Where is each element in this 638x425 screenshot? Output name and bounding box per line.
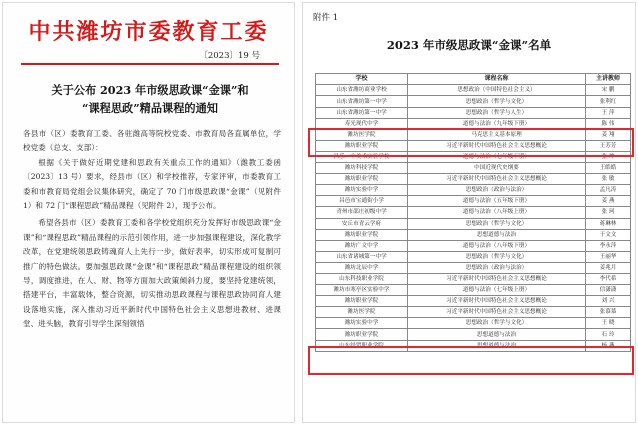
table-row [316,296,631,307]
cell-teacher: 杨 燕 [586,340,631,351]
cell-school: 山东省潍坊商业学校 [316,85,408,96]
cell-school: 青州市邵庄初级中学 [316,207,408,218]
cell-course: 思想政治（哲学与文化） [408,318,586,329]
cell-school: 潍坊职业学院 [316,329,408,340]
table-row [316,185,631,196]
cell-school: 山东省潍坊第一中学 [316,107,408,118]
cell-teacher: 孟凡涛 [586,185,631,196]
cell-course: 马克思主义基本原理 [408,129,586,140]
cell-school: 潍坊医学院 [316,129,408,140]
table-row [316,262,631,273]
cell-course: 思想政治（政治与法治） [408,185,586,196]
cell-school: 山东科技职业学院 [316,273,408,284]
notice-title-line-1: 关于公布 2023 年市级思政课“金课”和 [51,83,249,97]
cell-school: 山东省潍坊第一中学 [316,96,408,107]
table-row [316,318,631,329]
cell-teacher: 石 玲 [586,329,631,340]
document-number: 〔2023〕19 号 [199,51,260,61]
table-row [316,285,631,296]
cell-course: 习近平新时代中国特色社会主义思想概论 [408,140,586,151]
cell-school: 昌邑市宝通街小学 [316,196,408,207]
attachment-page [302,2,636,423]
table-row [316,207,631,218]
table-header-row [316,74,631,85]
cell-course: 道德与法治（五年级下册） [408,196,586,207]
attachment-label: 附件 1 [313,13,339,23]
cell-school: 潍坊市寒亭区实验中学 [316,285,408,296]
cell-school: 山东经贸职业学院 [316,340,408,351]
cell-school: 潍坊职业学院 [316,140,408,151]
notice-paragraph: 希望各县市（区）委教育工委和各学校党组织充分发挥好市级思政课“金课”和“课程思政”精品课程的示范引领作用，进一步加强课程建设，深化教学改革，在党建统领思政铸魂育人上先行一步，做好表率，切实形成可复制可推广的特色做法。要加强思政课“金课”和“课程思政”精品课程建设的组织领导，调度推进，在人、财、物等方面加大政策倾斜力度，要坚持党建统领，搭建平台，丰富载体，整合资源，切实推动思政课程与课程思政协同育人建设落地实施，深入推动习近平新时代中国特色社会主义思想进教材、进课堂、进头脑，教育引导学生深刻领悟 [23,218,281,329]
cell-course: 道德与法治（九年级下册） [408,118,586,129]
cell-course: 习近平新时代中国特色社会主义思想概论 [408,296,586,307]
cell-teacher: 王 晓 [586,318,631,329]
notice-body [23,127,281,332]
table-row [316,340,631,351]
table-row [316,229,631,240]
cell-course: 道德与法治（八年级上册） [408,207,586,218]
table-row [316,151,631,162]
cell-school: 潍坊职业学院 [316,229,408,240]
header-teacher: 主讲教师 [586,74,631,85]
table-row [316,196,631,207]
cell-teacher: 陈 伟 [586,118,631,129]
cell-course: 思想政治（哲学与文化） [408,251,586,262]
table-row [316,96,631,107]
cell-teacher: 李永萍 [586,240,631,251]
cell-school: 安丘市青云学府 [316,218,408,229]
cell-teacher: 王皓皓 [586,163,631,174]
cell-course: 思想政治（哲学与文化） [408,218,586,229]
red-divider [21,63,279,65]
cell-school: 潍坊科技学院 [316,163,408,174]
header-course: 课程名称 [408,74,586,85]
cell-school: 潍坊职业学院 [316,174,408,185]
notice-paragraph: 根据《关于做好近期党建和思政有关重点工作的通知》（潍教工委函〔2023〕13 号）要求，经县市（区）和学校推荐，专家评审，市委教育工委和市教育局党组会议集体研究，确定了 70 门市级思政课“金课”（见附件 1）和 72 门“课程思政”精品课程（见附件 2），现予公布。 [23,157,281,211]
cell-school: 山东省诸城第一中学 [316,251,408,262]
cell-teacher: 姜兆月 [586,262,631,273]
cell-school: 寿光现代中学 [316,118,408,129]
cell-school: 潍坊实验中学 [316,318,408,329]
course-list-table [315,73,631,352]
table-row [316,174,631,185]
cell-school: 昌乐一中美术实验学校 [316,151,408,162]
header-school: 学校 [316,74,408,85]
cell-teacher: 王 萍 [586,107,631,118]
cell-teacher: 宋 鹏 [586,85,631,96]
cell-school: 潍坊职业学院 [316,296,408,307]
table-row [316,163,631,174]
cell-course: 习近平新时代中国特色社会主义思想概论 [408,307,586,318]
cell-teacher: 于文文 [586,229,631,240]
cell-teacher: 姜 燕 [586,196,631,207]
cell-course: 道德与法治（七年级下册） [408,151,586,162]
table-row [316,307,631,318]
cell-course: 思想道德与法治 [408,329,586,340]
cell-school: 潍坊医学院 [316,307,408,318]
cell-teacher: 张 珂 [586,207,631,218]
table-row [316,240,631,251]
cell-school: 潍坊广文中学 [316,240,408,251]
cell-course: 道德与法治（八年级下册） [408,240,586,251]
cell-school: 潍坊北辰中学 [316,262,408,273]
cell-teacher: 张 敏 [586,174,631,185]
table-row [316,251,631,262]
table-row [316,273,631,284]
cell-teacher: 张利红 [586,96,631,107]
table-row [316,107,631,118]
cell-teacher: 信潇潇 [586,285,631,296]
notice-title [17,81,283,117]
table-row [316,218,631,229]
masthead: 中共潍坊市委教育工委 [28,19,269,45]
cell-course: 思想政治（哲学与人生） [408,107,586,118]
cell-teacher: 王丽华 [586,251,631,262]
cell-course: 思想政治（哲学与文化） [408,96,586,107]
cell-teacher: 刘 兴 [586,296,631,307]
cell-teacher: 王芳芳 [586,140,631,151]
list-title: 2023 年市级思政课“金课”名单 [386,38,552,52]
cell-course: 思想道德与法治 [408,340,586,351]
notice-page [2,2,295,423]
cell-course: 思想政治（政治与法治） [408,262,586,273]
cell-course: 思想政治（中国特色社会主义） [408,85,586,96]
table-row [316,329,631,340]
cell-teacher: 蒋琳林 [586,218,631,229]
table-body [316,85,631,351]
table-row [316,140,631,151]
cell-course: 中国近现代史纲要 [408,163,586,174]
table-row [316,129,631,140]
cell-course: 思想道德与法治 [408,229,586,240]
notice-title-line-2: “课程思政”精品课程的通知 [82,101,218,115]
cell-school: 潍坊实验中学 [316,185,408,196]
cell-teacher: 姜 翔 [586,129,631,140]
table-row [316,85,631,96]
cell-teacher: 张 坤 [586,151,631,162]
cell-course: 习近平新时代中国特色社会主义思想概论 [408,174,586,185]
table-row [316,118,631,129]
notice-paragraph: 各县市（区）委教育工委、各驻潍高等院校党委、市教育局各直属单位，学校党委（总支、支部）： [23,129,281,153]
cell-course: 道德与法治（七年级上册） [408,285,586,296]
cell-teacher: 张慕慕 [586,307,631,318]
cell-course: 习近平新时代中国特色社会主义思想概论 [408,273,586,284]
cell-teacher: 李代希 [586,273,631,284]
